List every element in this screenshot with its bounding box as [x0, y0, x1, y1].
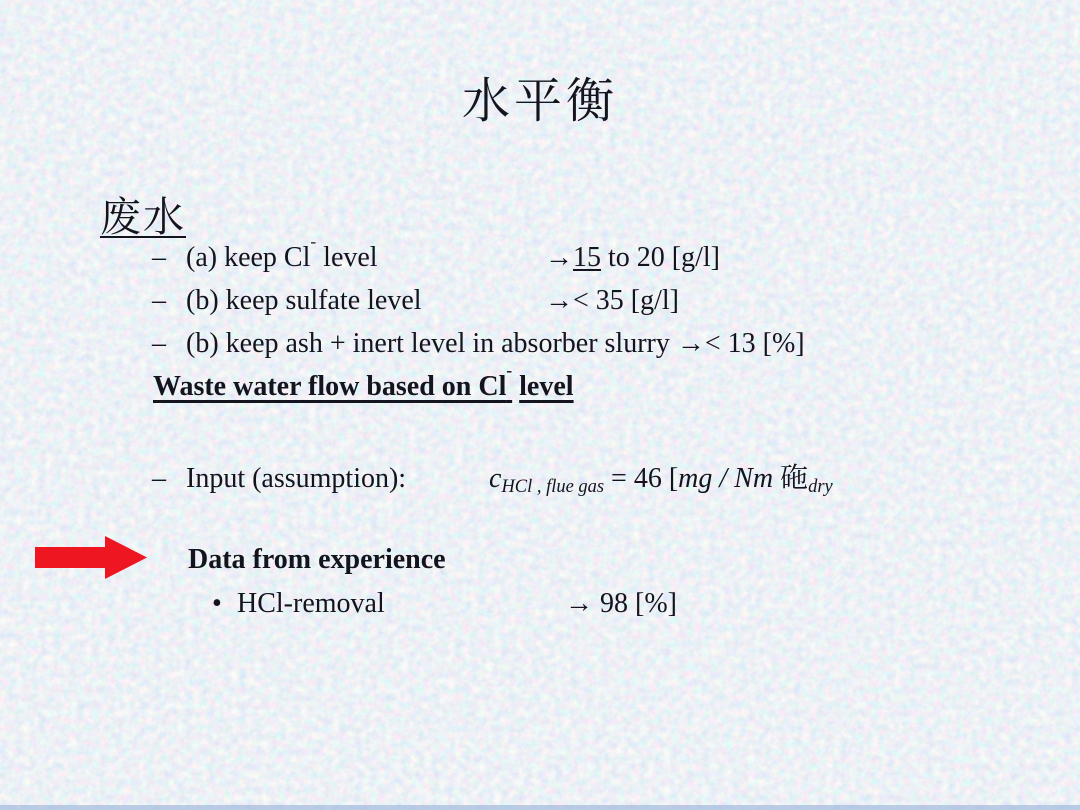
red-arrow-icon	[35, 536, 148, 579]
arrow-glyph: →	[676, 328, 705, 359]
item-value: →< 35 [g/l]	[545, 285, 679, 316]
formula-variable: c	[489, 463, 502, 494]
arrow-glyph: →	[565, 588, 593, 619]
list-item-sulfate-level	[152, 285, 679, 317]
dash-marker: –	[152, 328, 166, 359]
list-item-hcl-removal	[212, 588, 677, 620]
arrow-glyph: →	[545, 242, 573, 273]
underlined-value: 15	[573, 242, 601, 273]
list-item-input-assumption	[152, 456, 833, 496]
item-label: (b) keep ash + inert level in absorber slurry	[186, 328, 677, 359]
formula-subscript-dry: dry	[808, 476, 833, 497]
list-item-cl-level	[152, 231, 720, 274]
item-value: → 98 [%]	[565, 588, 677, 619]
slide-title: 水平衡	[461, 75, 618, 128]
mojibake-cubed-char: 砤	[780, 463, 809, 494]
dash-marker: –	[152, 463, 166, 494]
section-heading-wastewater: 废水	[100, 194, 186, 240]
item-value: →15 to 20 [g/l]	[545, 242, 720, 273]
item-label: HCl-removal	[237, 588, 385, 619]
item-value: →< 13 [%]	[676, 328, 805, 359]
experience-heading: Data from experience	[188, 544, 446, 575]
dash-marker: –	[152, 285, 166, 316]
list-item-ash-inert-level	[152, 328, 805, 360]
dash-marker: –	[152, 242, 166, 273]
item-label: (b) keep sulfate level	[186, 285, 422, 316]
superscript-minus: -	[310, 231, 317, 251]
hcl-concentration-formula: $c_{HCl , flue gas} = 46$ [mg / Nm 砤$_{dry}$	[489, 463, 833, 497]
superscript-minus: -	[506, 360, 513, 380]
formula-subscript: HCl , flue gas	[501, 476, 605, 497]
subheading-waste-water-flow: Waste water flow based on Cl- level	[153, 360, 574, 402]
red-arrow-shape	[35, 536, 147, 579]
bullet-marker: •	[212, 588, 222, 619]
item-label: (a) keep Cl- level	[186, 231, 378, 273]
item-label: Input (assumption):	[186, 463, 407, 494]
arrow-glyph: →	[545, 285, 573, 316]
